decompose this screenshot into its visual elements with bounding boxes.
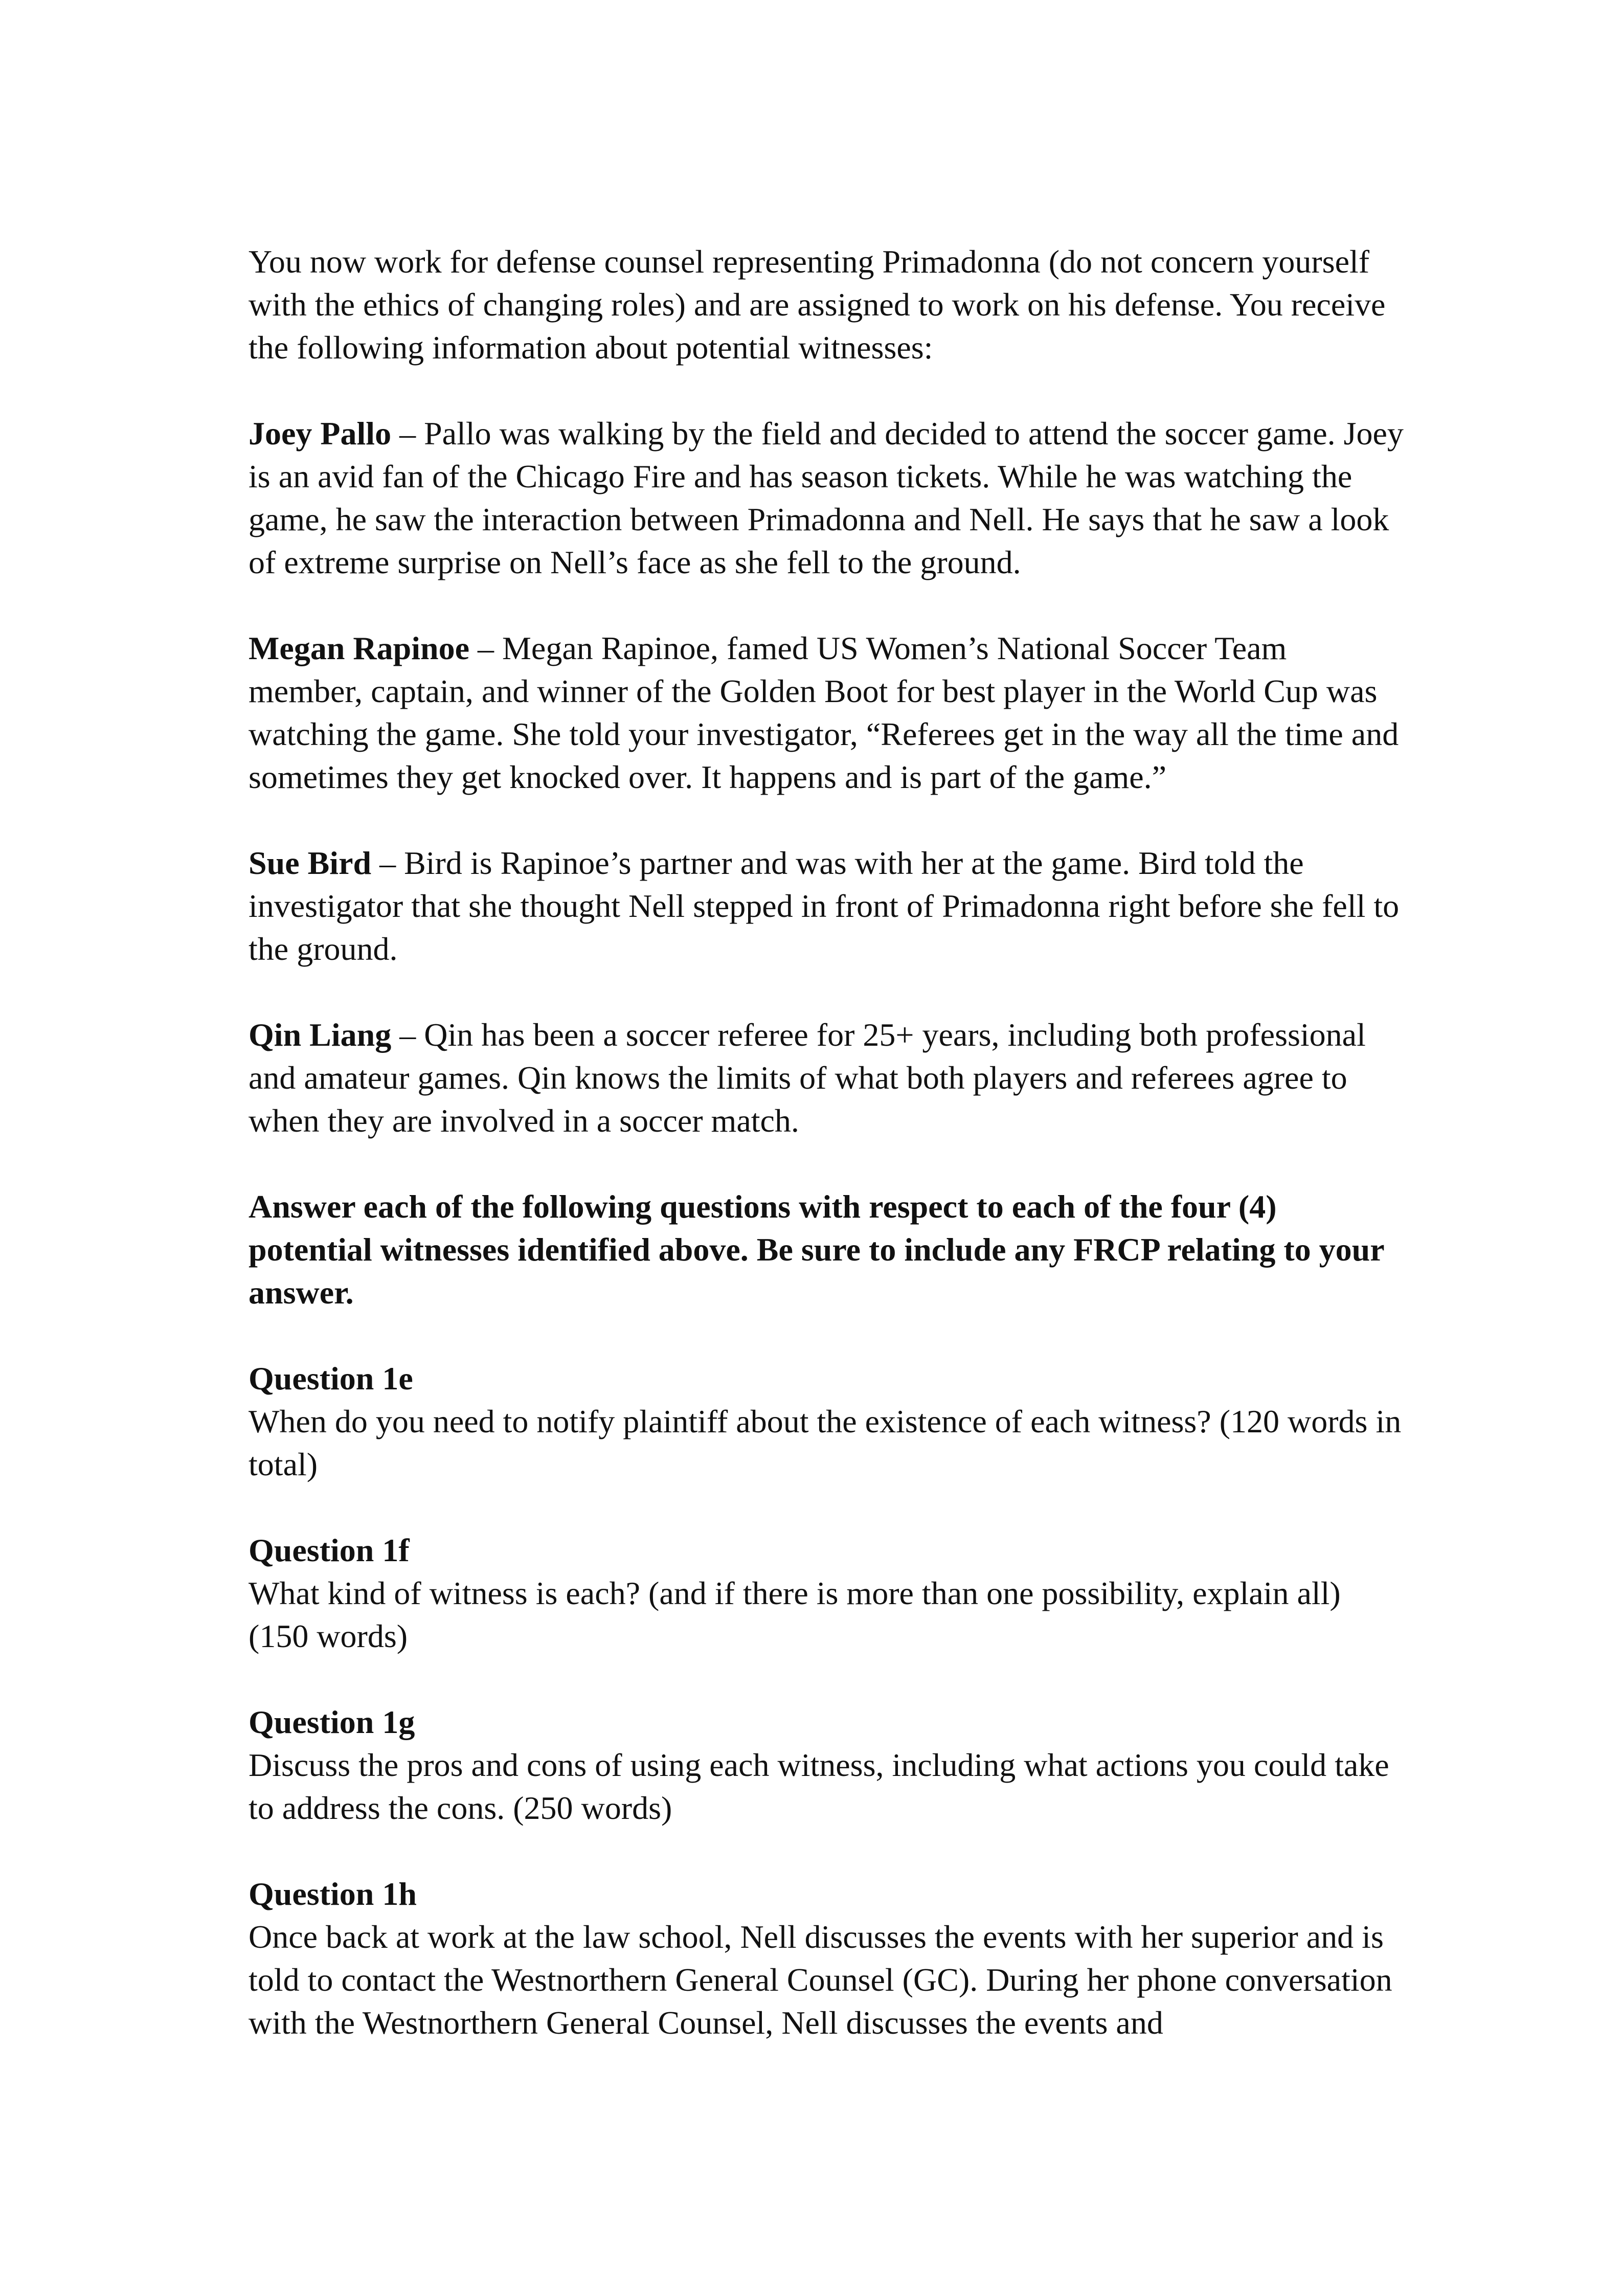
witness-sue-bird — [249, 842, 1404, 971]
question-body: When do you need to notify plaintiff about the existence of each witness? (120 words in total) — [249, 1403, 1402, 1482]
instruction-paragraph: Answer each of the following questions with respect to each of the four (4) potential witnesses identified above. Be sure to include any FRCP relating to your answer. — [249, 1188, 1384, 1311]
witness-megan-rapinoe — [249, 627, 1404, 799]
question-body: Once back at work at the law school, Nell discusses the events with her superior and is told to contact the Westnorthern General Counsel (GC). During her phone conversation with the Westnorthern General Counsel, Nell discusses the events and — [249, 1919, 1392, 2041]
question-heading: Question 1e — [249, 1360, 413, 1397]
witness-joey-pallo — [249, 412, 1404, 584]
question-1g — [249, 1701, 1404, 1830]
witness-description: – Qin has been a soccer referee for 25+ years, including both professional and amateur games. Qin knows the limits of what both players and referees agree to when they are involved in a soccer match. — [249, 1017, 1366, 1139]
question-1f — [249, 1529, 1404, 1658]
question-heading: Question 1f — [249, 1532, 410, 1568]
witness-name: Sue Bird — [249, 845, 372, 881]
question-1e — [249, 1357, 1404, 1486]
witness-description: – Pallo was walking by the field and decided to attend the soccer game. Joey is an avid fan of the Chicago Fire and has season tickets. While he was watching the game, he saw the interaction between Primadonna and Nell. He says that he saw a look of extreme surprise on Nell’s face as she fell to the ground. — [249, 415, 1404, 580]
question-heading: Question 1g — [249, 1704, 415, 1740]
witness-name: Qin Liang — [249, 1017, 392, 1053]
witness-description: – Megan Rapinoe, famed US Women’s National Soccer Team member, captain, and winner of the Golden Boot for best player in the World Cup was watching the game. She told your investigator, “Referees get in the way all the time and sometimes they get knocked over. It happens and is part of the game.” — [249, 630, 1399, 795]
question-body: Discuss the pros and cons of using each witness, including what actions you could take to address the cons. (250 words) — [249, 1747, 1389, 1826]
question-1h — [249, 1873, 1404, 2044]
question-body: What kind of witness is each? (and if there is more than one possibility, explain all) (150 words) — [249, 1575, 1341, 1654]
witness-description: – Bird is Rapinoe’s partner and was with her at the game. Bird told the investigator that she thought Nell stepped in front of Primadonna right before she fell to the ground. — [249, 845, 1400, 967]
question-heading: Question 1h — [249, 1876, 417, 1912]
intro-paragraph: You now work for defense counsel representing Primadonna (do not concern yourself with the ethics of changing roles) and are assigned to work on his defense. You receive the following information about potential witnesses: — [249, 243, 1386, 366]
witness-name: Joey Pallo — [249, 415, 392, 452]
witness-qin-liang — [249, 1014, 1404, 1142]
witness-name: Megan Rapinoe — [249, 630, 469, 666]
document-body — [249, 240, 1404, 2044]
